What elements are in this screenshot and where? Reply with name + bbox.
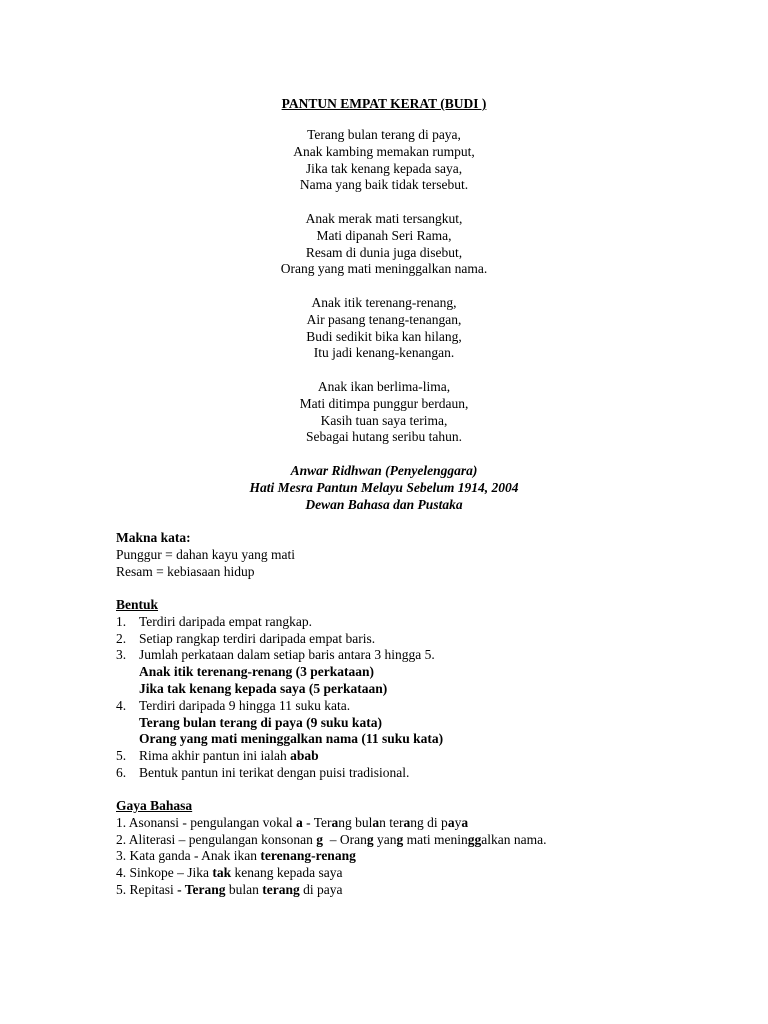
bentuk-section <box>116 597 443 782</box>
bentuk-item <box>116 614 443 631</box>
item-bold-text: abab <box>290 748 319 764</box>
gaya-list <box>116 815 546 899</box>
source-citation <box>0 463 768 513</box>
gaya-text: bulan <box>225 881 263 897</box>
item-number: 3. <box>116 647 127 663</box>
gaya-text: ng bul <box>338 814 373 830</box>
bentuk-item <box>116 748 443 765</box>
bentuk-heading: Bentuk <box>116 597 159 612</box>
gaya-item <box>116 848 546 865</box>
page-title: PANTUN EMPAT KERAT (BUDI ) <box>281 96 487 111</box>
gaya-text: yan <box>373 831 397 847</box>
bentuk-example: Anak itik terenang-renang (3 perkataan) <box>139 664 375 680</box>
bentuk-example: Orang yang mati meninggalkan nama (11 suku kata) <box>139 731 444 747</box>
gaya-highlight: a <box>331 814 339 830</box>
stanza-line: Anak kambing memakan rumput, <box>293 143 475 159</box>
stanza-line: Budi sedikit bika kan hilang, <box>306 328 462 344</box>
bentuk-item <box>116 765 443 782</box>
item-number: 6. <box>116 764 127 780</box>
stanza-line: Kasih tuan saya terima, <box>320 412 448 428</box>
stanza-line: Jika tak kenang kepada saya, <box>305 160 463 176</box>
gaya-highlight: tak <box>212 865 232 881</box>
gaya-text: kenang kepada saya <box>231 865 343 881</box>
stanza <box>0 295 768 362</box>
gaya-item <box>116 832 546 849</box>
gaya-text: 4. Sinkope – Jika <box>116 865 213 881</box>
stanza-line: Terang bulan terang di paya, <box>307 127 461 142</box>
source-book: Hati Mesra Pantun Melayu Sebelum 1914, 2004 <box>249 479 519 495</box>
gaya-highlight: a <box>403 814 411 830</box>
stanza-line: Anak itik terenang-renang, <box>311 295 457 310</box>
gaya-text: y <box>454 814 462 830</box>
bentuk-list <box>116 614 443 782</box>
gaya-highlight: terenang-renang <box>260 848 356 864</box>
makna-heading: Makna kata: <box>116 530 191 545</box>
stanza <box>0 127 768 194</box>
makna-section <box>116 530 295 580</box>
bentuk-item <box>116 698 443 715</box>
gaya-heading: Gaya Bahasa <box>116 798 193 813</box>
gaya-item <box>116 865 546 882</box>
stanza-line: Sebagai hutang seribu tahun. <box>306 429 462 445</box>
gaya-text: 2. Aliterasi – pengulangan konsonan <box>116 831 317 847</box>
gaya-section <box>116 798 546 899</box>
bentuk-example: Terang bulan terang di paya (9 suku kata) <box>139 714 382 730</box>
item-number: 2. <box>116 630 127 646</box>
bentuk-item <box>116 631 443 648</box>
gaya-text: 5. Repitasi <box>116 881 178 897</box>
gaya-highlight: g <box>366 831 374 847</box>
gaya-highlight: - Terang <box>177 881 226 897</box>
gaya-highlight: a <box>461 814 469 830</box>
stanza-line: Orang yang mati meninggalkan nama. <box>280 261 488 277</box>
gaya-highlight: gg <box>467 831 482 847</box>
item-text: Jumlah perkataan dalam setiap baris antara 3 hingga 5. <box>139 647 435 663</box>
stanza-line: Anak merak mati tersangkut, <box>305 211 463 226</box>
gaya-highlight: g <box>316 831 323 847</box>
gaya-highlight: g <box>396 831 404 847</box>
stanza-line: Air pasang tenang-tenangan, <box>306 311 462 327</box>
item-number: 5. <box>116 748 127 764</box>
gaya-highlight: a <box>372 814 380 830</box>
gaya-text: – Oran <box>322 831 367 847</box>
gaya-highlight: terang <box>262 881 300 897</box>
gaya-text: ng di p <box>410 814 448 830</box>
gaya-text: - Ter <box>302 814 332 830</box>
gaya-item <box>116 815 546 832</box>
stanza-line: Anak ikan berlima-lima, <box>317 379 451 394</box>
item-text: Rima akhir pantun ini ialah <box>139 748 291 764</box>
gaya-highlight: a <box>447 814 455 830</box>
stanza-line: Resam di dunia juga disebut, <box>305 244 463 260</box>
item-text: Setiap rangkap terdiri daripada empat baris. <box>139 630 376 646</box>
gaya-text: 3. Kata ganda - Anak ikan <box>116 848 261 864</box>
source-publisher: Dewan Bahasa dan Pustaka <box>305 496 463 512</box>
gaya-text: mati menin <box>403 831 468 847</box>
source-author: Anwar Ridhwan (Penyelenggara) <box>290 463 478 478</box>
gaya-text: 1. Asonansi - pengulangan vokal <box>116 814 296 830</box>
item-number: 4. <box>116 697 127 713</box>
gaya-highlight: a <box>295 814 303 830</box>
bentuk-example: Jika tak kenang kepada saya (5 perkataan) <box>139 680 388 696</box>
bentuk-item <box>116 647 443 664</box>
stanza <box>0 211 768 278</box>
gaya-text: alkan nama. <box>481 831 547 847</box>
stanza-line: Mati ditimpa punggur berdaun, <box>299 395 469 411</box>
item-text: Terdiri daripada 9 hingga 11 suku kata. <box>139 697 351 713</box>
item-number: 1. <box>116 613 127 629</box>
stanza-line: Itu jadi kenang-kenangan. <box>313 345 455 361</box>
gaya-text: n ter <box>379 814 404 830</box>
stanza <box>0 379 768 446</box>
item-text: Bentuk pantun ini terikat dengan puisi tradisional. <box>139 764 410 780</box>
gaya-item <box>116 882 546 899</box>
stanza-line: Mati dipanah Seri Rama, <box>316 227 452 243</box>
makna-line: Resam = kebiasaan hidup <box>116 563 255 579</box>
gaya-text: di paya <box>299 881 343 897</box>
item-text: Terdiri daripada empat rangkap. <box>139 613 312 629</box>
stanza-line: Nama yang baik tidak tersebut. <box>299 177 469 193</box>
makna-line: Punggur = dahan kayu yang mati <box>116 546 295 562</box>
